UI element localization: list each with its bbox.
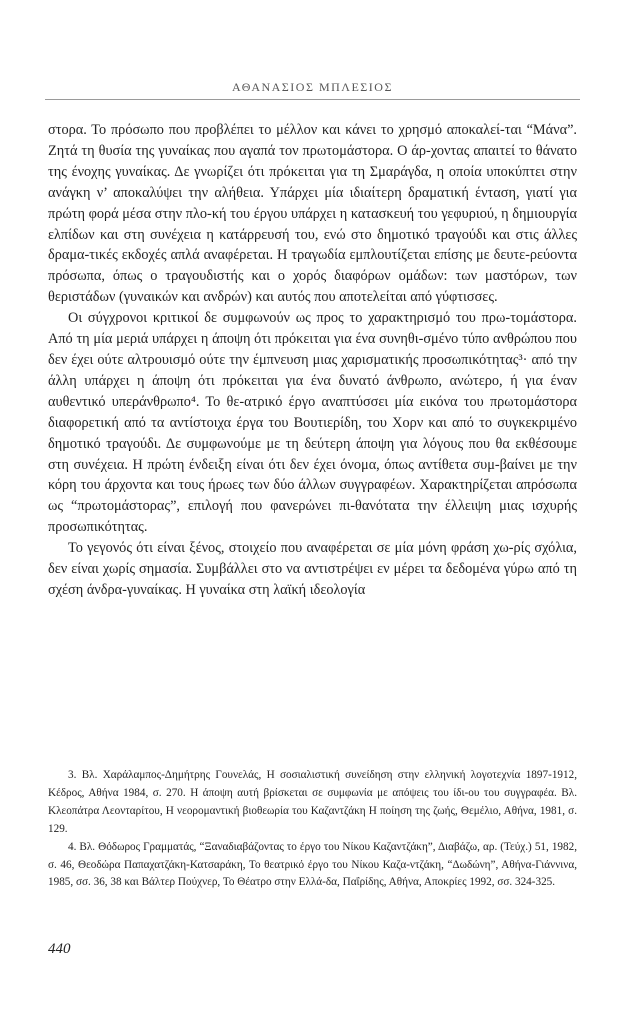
paragraph: Το γεγονός ότι είναι ξένος, στοιχείο που αναφέρεται σε μία μόνη φράση χω-ρίς σχόλια, δεν είναι χωρίς σημασία. Συμβάλλει στο να αντιστρέψει εν μέρει τα δεδομένα γύρω από τη σχέση άνδρα-γυναίκας. Η γυναίκα στη λαϊκή ιδεολογία [48, 540, 577, 598]
footnotes [48, 767, 577, 892]
footnote-4: 4. Βλ. Θόδωρος Γραμματάς, “Ξαναδιαβάζοντας το έργο του Νίκου Καζαντζάκη”, Διαβάζω, αρ. (Τεύχ.) 51, 1982, σ. 46, Θεοδώρα Παπαχατζάκη-Κατσαράκη, Το θεατρικό έργο του Νίκου Καζα-ντζάκη, “Δωδώνη”, Αθήνα-Γιάννινα, 1985, σσ. 36, 38 και Βάλτερ Πούχνερ, Το Θέατρο στην Ελλά-δα, Παΐρίδης, Αθήνα, Αποκρίες 1992, σσ. 324-325. [48, 840, 577, 889]
page-number: 440 [48, 941, 71, 957]
footnote-3: 3. Βλ. Χαράλαμπος-Δημήτρης Γουνελάς, Η σοσιαλιστική συνείδηση στην ελληνική λογοτεχνία 1897-1912, Κέδρος, Αθήνα 1984, σ. 270. Η άποψη αυτή βρίσκεται σε συμφωνία με απόψεις του ίδι-ου του συγγραφέα. Βλ. Κλεοπάτρα Λεονταρίτου, Η νεορομαντική βιοθεωρία του Καζαντζάκη Η ποίηση της ζωής, Θεμέλιο, Αθήνα, 1981, σ. 129. [48, 769, 577, 835]
paragraph: Οι σύγχρονοι κριτικοί δε συμφωνούν ως προς το χαρακτηρισμό του πρω-τομάστορα. Από τη μία μεριά υπάρχει η άποψη ότι πρόκειται για ένα συνηθι-σμένο τύπο ανθρώπου που δεν έχει ούτε αλτρουισμό ούτε την έμπνευση μιας χαρισματικής προσωπικότητας³· από την άλλη υπάρχει η άποψη ότι πρόκειται για ένα δυνατό άνθρωπο, ανώτερο, ή για έναν αυθεντικό υπεράνθρωπο⁴. Το θε-ατρικό έργο αναπτύσσει μία εικόνα του πρωτομάστορα διαφορετική από τα αντίστοιχα έργα του Βουτιερίδη, του Χορν και από το συγκεκριμένο δημοτικό τραγούδι. Δε συμφωνούμε με τη δεύτερη άποψη για λόγους που θα εκθέσουμε στη συνέχεια. Η πρώτη ένδειξη είναι ότι δεν έχει όνομα, όπως αντίθετα συμ-βαίνει με την κόρη του άρχοντα και τους ήρωες των δύο άλλων συγγραφέων. Χαρακτηρίζεται απρόσωπα ως “πρωτομάστορας”, επιλογή που φανερώνει πι-θανότατα την έλλειψη μιας ισχυρής προσωπικότητας. [48, 310, 577, 536]
paragraph: στορα. Το πρόσωπο που προβλέπει το μέλλον και κάνει το χρησμό αποκαλεί-ται “Μάνα”. Ζητά τη θυσία της γυναίκας που αγαπά τον πρωτομάστορα. Ο άρ-χοντας απαιτεί το θάνατο της ένοχης γυναίκας. Δε γνωρίζει ότι πρόκειται για τη Σμαράγδα, η οποία υποκύπτει στην ανάγκη ν’ αποκαλύψει την αλήθεια. Υπάρχει μία ιδιαίτερη δραματική ένταση, γιατί για πρώτη φορά μέσα στην πλο-κή του έργου υπάρχει η κατασκευή του γεφυριού, η δημιουργία ελπίδων και στη συνέχεια η κατάρρευσή του, ενώ στο δημοτικό τραγούδι και στις άλλες δραμα-τικές εκδοχές απλά αναφέρεται. Η τραγωδία εμπλουτίζεται επίσης με δευτε-ρεύοντα πρόσωπα, όπως ο τραγουδιστής και ο χορός διαφόρων ομάδων: των μαστόρων, των θεριστάδων (γυναικών και ανδρών) και αυτός που αποτελείται από γύφτισσες. [48, 122, 577, 306]
header-rule [45, 99, 580, 100]
running-header: ΑΘΑΝΑΣΙΟΣ ΜΠΛΕΣΙΟΣ [232, 80, 393, 94]
body-text [48, 120, 577, 601]
